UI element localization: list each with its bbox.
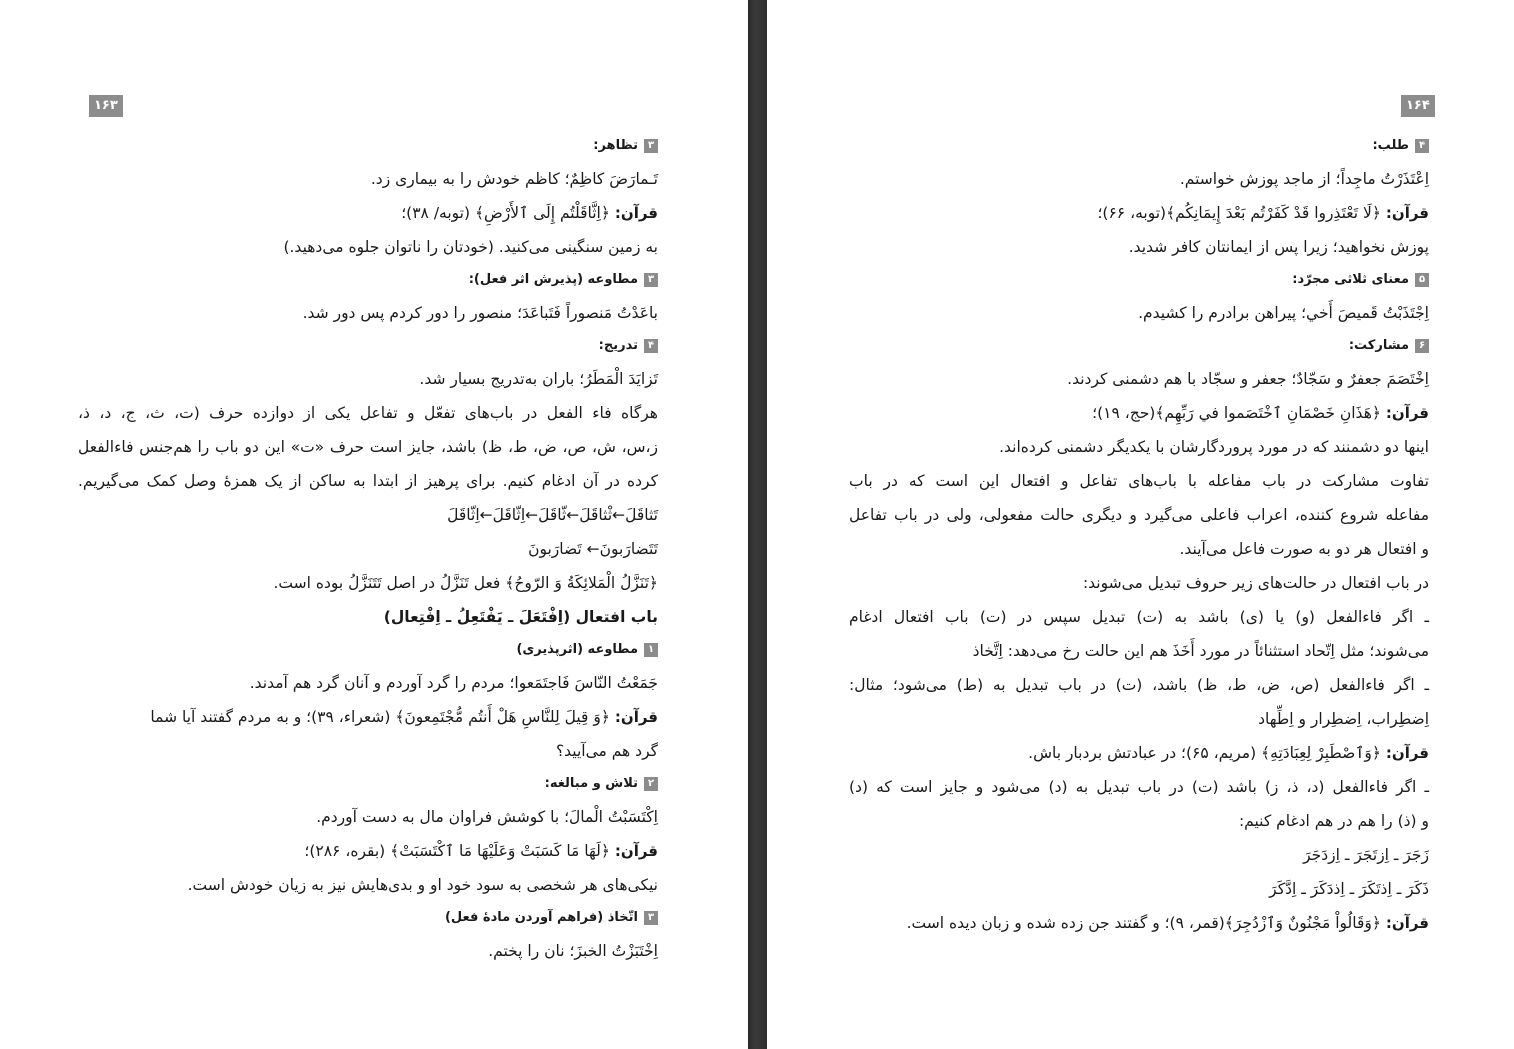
text-line: اِعْتَذَرْتُ ماجِداً؛ از ماجد پوزش خواستم. <box>1179 170 1429 188</box>
quran-citation-line <box>849 736 1429 770</box>
right-page-text-column <box>849 130 1429 940</box>
text-line: تَتَضارَبونَ← تَضارَبونَ <box>528 540 658 558</box>
section-heading-text: مشارکت: <box>1348 338 1409 353</box>
text-line: جَمَعْتُ النّاسَ فَاجتَمَعوا؛ مردم را گرد آوردم و آنان گرد هم آمدند. <box>249 674 658 692</box>
section-number-badge: ۳ <box>644 273 658 287</box>
section-heading-text: تدریج: <box>598 338 638 353</box>
section-heading-text: اتّخاذ (فراهم آوردن مادهٔ فعل) <box>444 910 638 925</box>
quran-label: قرآن: <box>1385 404 1429 422</box>
section-heading-text: معنای ثلاثی مجرّد: <box>1292 272 1409 287</box>
section-number-badge: ۶ <box>1415 339 1429 353</box>
quran-verse-text: ﴿وَ قِیلَ لِلنَّاسِ هَلْ أَنتُم مُّجْتَمِعونَ﴾ (شعراء، ۳۹)؛ و به مردم گفتند آیا شما <box>150 708 610 726</box>
quran-verse-text: ﴿وَٱصْطَبِرْ لِعِبَادَتِهِ﴾ (مریم، ۶۵)؛ در عبادتش بردبار باش. <box>1028 744 1381 762</box>
quran-verse-text: ﴿اِثَّاقَلْتُم إِلَی ٱلأَرْضِ﴾ (توبه/ ۳۸)؛ <box>401 204 610 222</box>
section-heading <box>78 130 658 162</box>
section-number-badge: ۳ <box>644 139 658 153</box>
section-heading <box>78 902 658 934</box>
left-page-text-column <box>78 130 658 968</box>
section-heading-text: تلاش و مبالغه: <box>544 776 638 791</box>
quran-label: قرآن: <box>1385 914 1429 932</box>
section-number-badge: ۴ <box>644 339 658 353</box>
text-line: مفاعله شروع کننده، اعراب فاعلی می‌گیرد و دیگری حالت مفعولی، ولی در باب تفاعل <box>849 506 1429 524</box>
quran-verse-text: ﴿لَا تَعْتَذِروا قَدْ کَفَرْتُم بَعْدَ إِیمَانِکُم﴾(توبه، ۶۶)؛ <box>1097 204 1381 222</box>
section-heading <box>78 768 658 800</box>
quran-verse-text: ﴿هَذَانِ خَصْمَانِ ٱخْتَصَموا في رَبِّهِم﴾(حج، ۱۹)؛ <box>1092 404 1381 422</box>
quran-label: قرآن: <box>614 842 658 860</box>
quran-citation-line <box>849 396 1429 430</box>
text-line: ـ اگر فاءالفعل (ص، ض، ط، ظ) باشد، (ت) در باب تبدیل به (ط) می‌شود؛ مثال: <box>849 676 1429 694</box>
text-line: باعَدْتُ مَنصوراً فَتَباعَدَ؛ منصور را دور کردم پس دور شد. <box>302 304 658 322</box>
text-line: ز،س، ش، ص، ض، ط، ظ) باشد، جایز است حرف «ت» این دو باب را هم‌جنس فاءالفعل <box>78 438 658 456</box>
text-line: ـ اگر فاءالفعل (د، ذ، ز) باشد (ت) در باب تبدیل به (د) می‌شود و جایز است که (د) <box>849 778 1429 796</box>
chapter-subheading: باب افتعال (اِفْتَعَلَ ـ یَفْتَعِلُ ـ اِفْتِعال) <box>383 608 658 626</box>
quran-label: قرآن: <box>614 204 658 222</box>
quran-citation-line <box>78 700 658 734</box>
text-line: در باب افتعال در حالت‌های زیر حروف تبدیل می‌شوند: <box>1082 574 1429 592</box>
section-number-badge: ۴ <box>1415 139 1429 153</box>
page-number: ۱۶۴ <box>1401 95 1435 117</box>
quran-verse-text: ﴿لَهَا مَا کَسَبَتْ وَعَلَیْهَا مَا ٱکْتَسَبَتْ﴾ (بقره، ۲۸۶)؛ <box>304 842 610 860</box>
section-heading <box>78 264 658 296</box>
right-page <box>767 0 1514 1049</box>
text-line: اینها دو دشمنند که در مورد پروردگارشان با یکدیگر دشمنی کرده‌اند. <box>999 438 1429 456</box>
text-line: تَزایَدَ الْمَطَرُ؛ باران به‌تدریج بسیار شد. <box>419 370 658 388</box>
quran-citation-line <box>849 196 1429 230</box>
section-number-badge: ۳ <box>644 911 658 925</box>
text-line: تَثاقَلَ←ثْثاقَلَ←ثّاقَلَ←اِثّاقَلَ←اِثّاقَلَ <box>447 506 658 524</box>
section-number-badge: ۵ <box>1415 273 1429 287</box>
quran-citation-line <box>78 196 658 230</box>
text-line: تَـمارَضَ کاظِمٌ؛ کاظم خودش را به بیماری زد. <box>370 170 658 188</box>
page-number: ۱۶۳ <box>89 95 123 117</box>
left-page <box>0 0 748 1049</box>
section-heading <box>78 634 658 666</box>
text-line: ذَکَرَ ـ اِذتَکَرَ ـ اِذدَکَرَ ـ اِدَّکَرَ <box>1269 880 1429 898</box>
section-heading <box>849 264 1429 296</box>
text-line: تفاوت مشارکت در باب مفاعله با باب‌های تفاعل و افتعال این است که در باب <box>849 472 1429 490</box>
book-gutter <box>748 0 767 1049</box>
section-number-badge: ۱ <box>644 643 658 657</box>
section-heading-text: مطاوعه (اثرپذیری) <box>516 642 638 657</box>
text-line: اِکْتَسَبْتُ الْمالَ؛ با کوشش فراوان مال به دست آوردم. <box>316 808 658 826</box>
text-line: اِخْتَصَمَ جعفرٌ و سَجّادٌ؛ جعفر و سجّاد با هم دشمنی کردند. <box>1067 370 1429 388</box>
text-line: به زمین سنگینی می‌کنید. (خودتان را ناتوان جلوه می‌دهید.) <box>283 238 658 256</box>
text-line: می‌شوند؛ مثل اِتّحاد استثنائاً در مورد أَخَذَ هم این حالت رخ می‌دهد: اِتَّخاذ <box>972 642 1429 660</box>
quran-label: قرآن: <box>614 708 658 726</box>
text-line: و افتعال هر دو به صورت فاعل می‌آیند. <box>1179 540 1429 558</box>
section-heading-text: تظاهر: <box>593 138 638 153</box>
section-number-badge: ۲ <box>644 777 658 791</box>
text-line: پوزش نخواهید؛ زیرا پس از ایمانتان کافر شدید. <box>1128 238 1429 256</box>
quran-citation-line <box>849 906 1429 940</box>
section-heading <box>78 330 658 362</box>
quran-label: قرآن: <box>1385 204 1429 222</box>
text-line: اِضطِراب، اِضطِرار و اِطِّهاد <box>1258 710 1429 728</box>
text-line: نیکی‌های هر شخصی به سود خود او و بدی‌هایش نیز به زیان خودش است. <box>187 876 658 894</box>
text-line: گرد هم می‌آیید؟ <box>555 742 658 760</box>
section-heading-text: مطاوعه (پذیرش اثر فعل): <box>468 272 638 287</box>
text-line: اِجْتَذَبْتُ قَمیصَ أَخي؛ پیراهن برادرم را کشیدم. <box>1138 304 1429 322</box>
quran-citation-line <box>78 834 658 868</box>
quran-label: قرآن: <box>1385 744 1429 762</box>
text-line: زَجَرَ ـ اِزتَجَرَ ـ اِزدَجَرَ <box>1303 846 1429 864</box>
text-line: و (ذ) را هم در هم ادغام کنیم: <box>1238 812 1429 830</box>
text-line: اِخْتَبَزْتُ الخبزَ؛ نان را پختم. <box>488 942 658 960</box>
section-heading <box>849 130 1429 162</box>
text-line: هرگاه فاء الفعل در باب‌های تفعّل و تفاعل یکی از دوازده حرف (ت، ث، ج، د، ذ، <box>78 404 658 422</box>
section-heading-text: طلب: <box>1372 138 1409 153</box>
section-heading <box>849 330 1429 362</box>
text-line: ـ اگر فاءالفعل (و) یا (ی) باشد به (ت) تبدیل سپس در (ت) باب افتعال ادغام <box>849 608 1429 626</box>
quran-verse-text: ﴿وَقَالُواْ مَجْنُونٌ وَٱزْدُجِرَ﴾(قمر، ۹)؛ و گفتند جن زده شده و زبان دیده است. <box>906 914 1381 932</box>
text-line: کرده در آن ادغام کنیم. برای پرهیز از ابتدا به ساکن از یک همزهٔ وصل کمک می‌گیریم. <box>78 472 658 490</box>
text-line: ﴿تَنَزَّلُ الْمَلائِکَةُ وَ الرّوحُ﴾ فعل تَنَزَّلُ در اصل تَتَنَزَّلُ بوده است. <box>273 574 658 592</box>
